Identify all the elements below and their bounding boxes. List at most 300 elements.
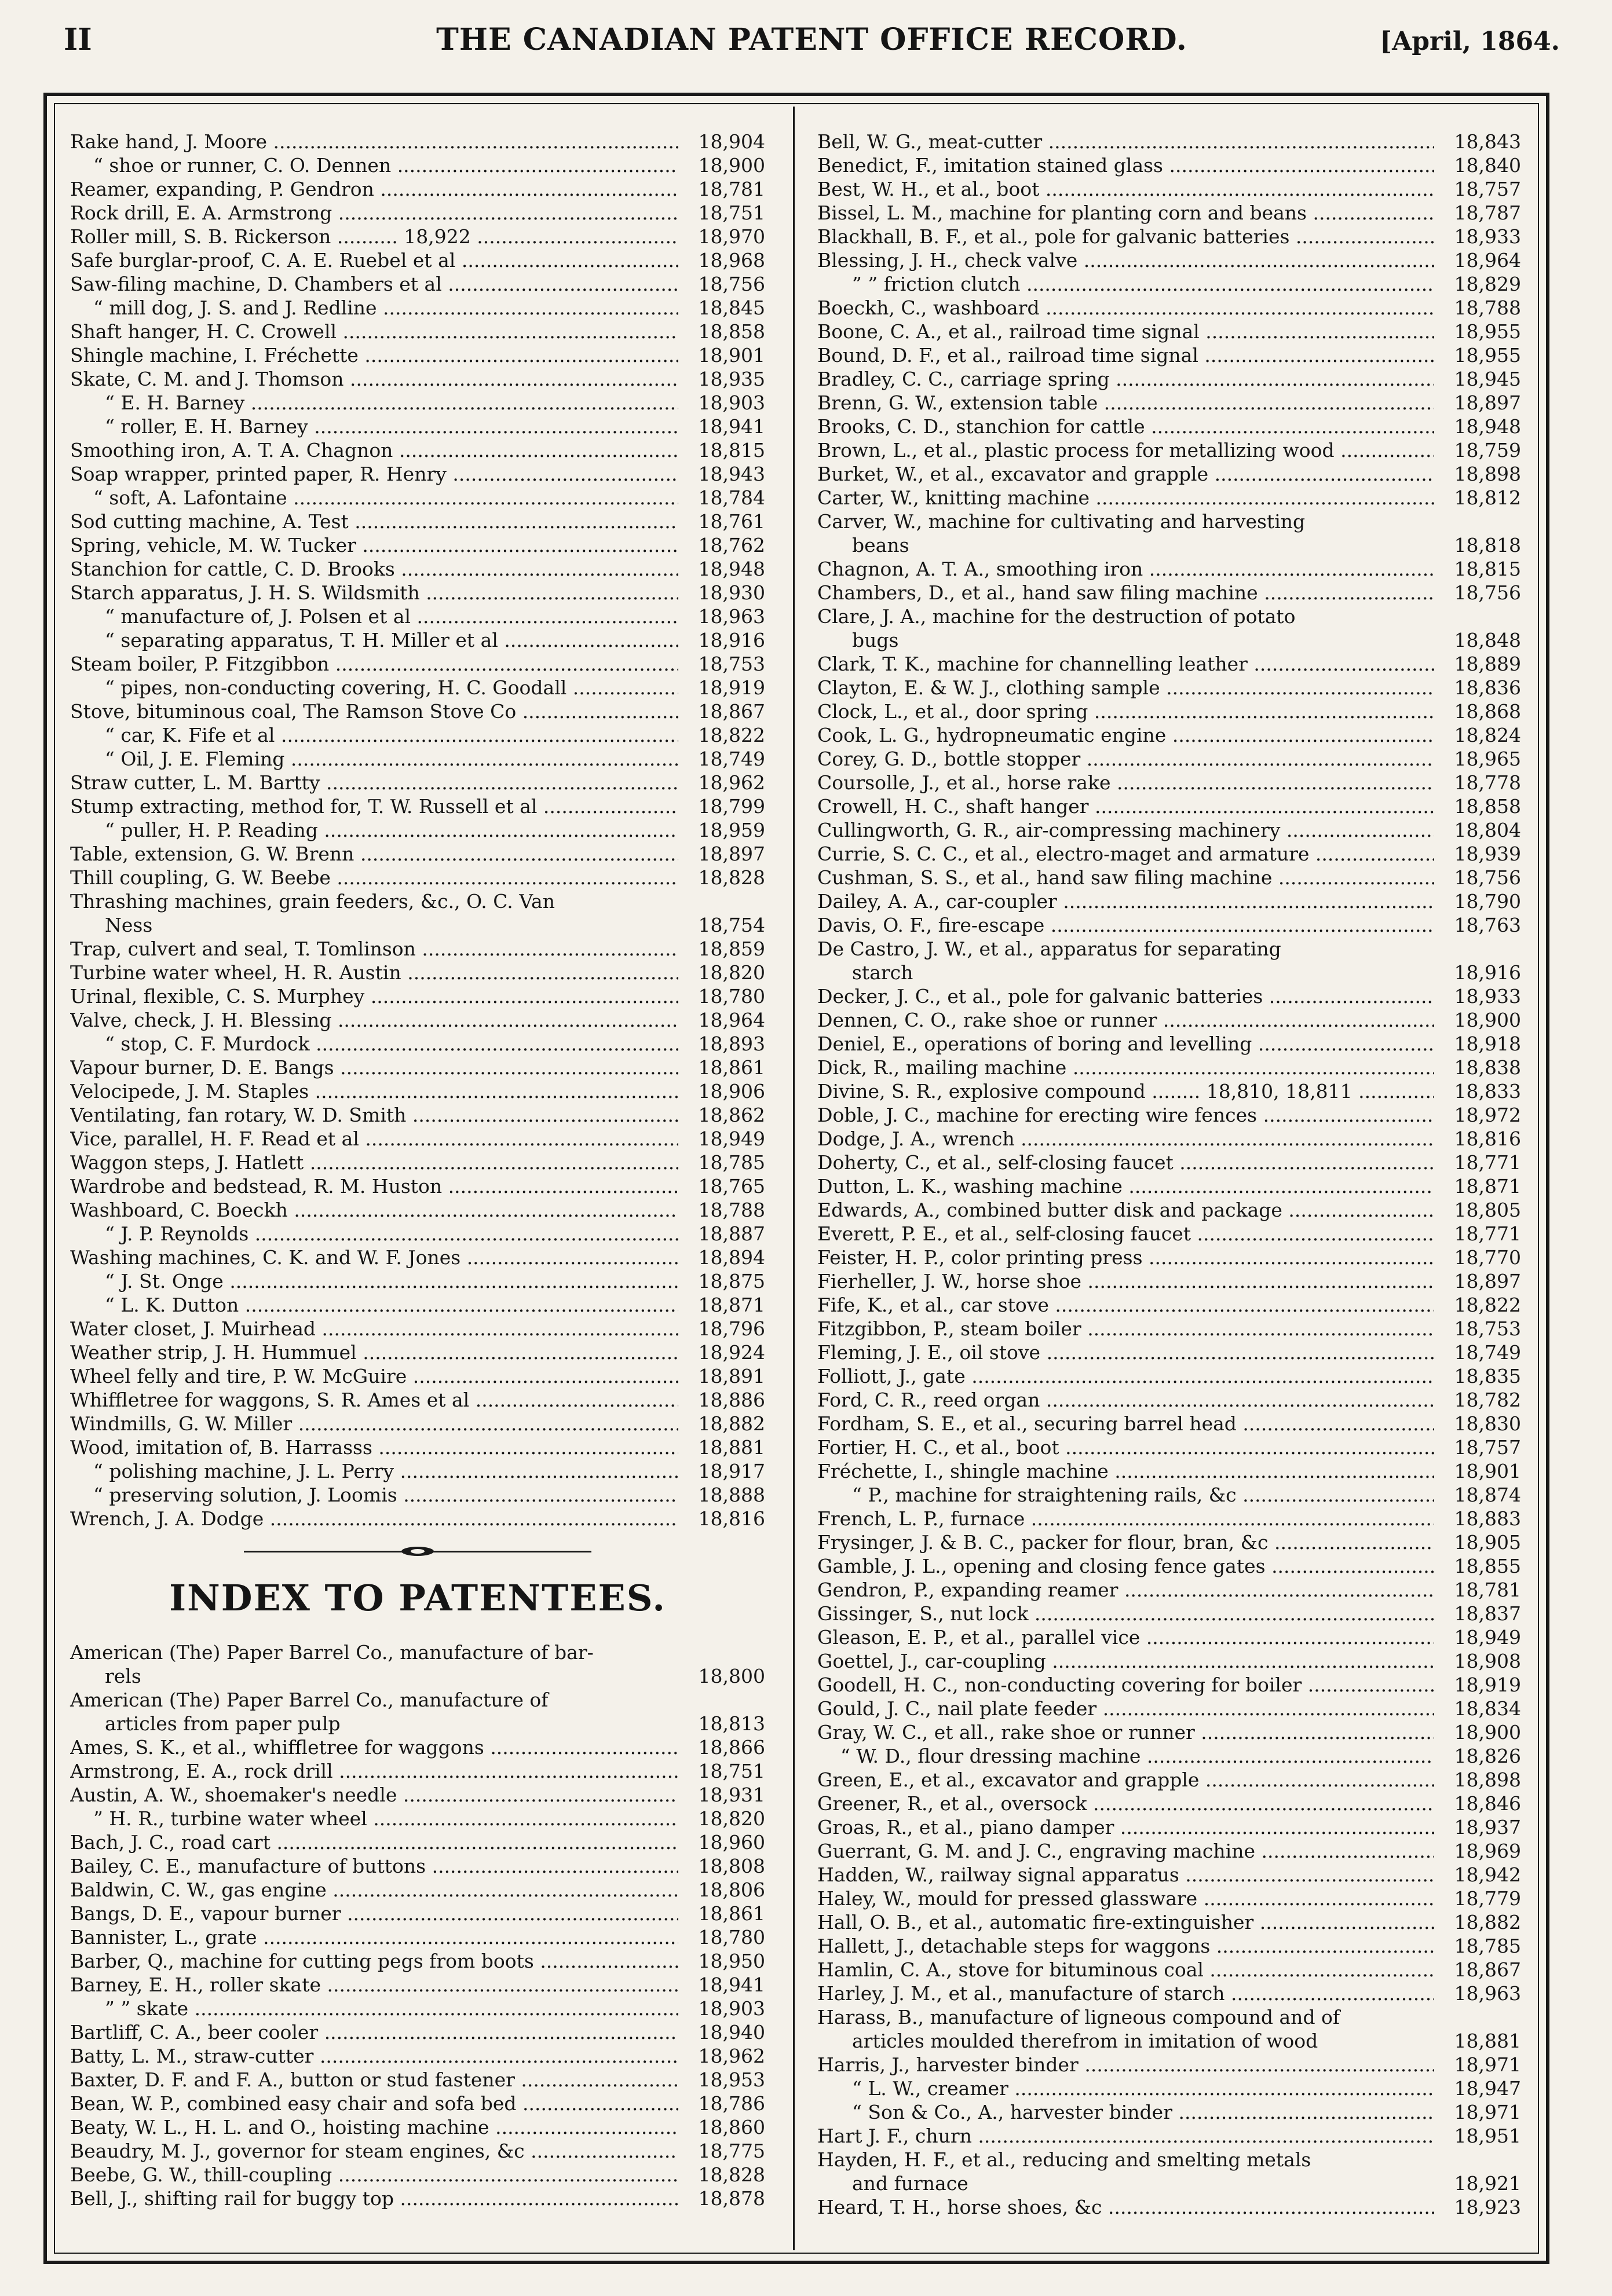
patent-number: 18,862 [678, 1103, 765, 1127]
index-entry [817, 937, 1521, 984]
entry-label: Windmills, G. W. Miller [70, 1412, 293, 1435]
patent-number: 18,935 [678, 367, 765, 391]
index-entry [817, 1578, 1521, 1602]
issue-date: [April, 1864. [1380, 27, 1560, 56]
patent-number: 18,781 [1434, 1578, 1521, 1602]
entry-label: Bell, J., shifting rail for buggy top [70, 2187, 394, 2210]
patent-number: 18,845 [678, 296, 765, 320]
entry-label: Weather strip, J. H. Hummuel [70, 1341, 357, 1364]
entry-label: Cook, L. G., hydropneumatic engine [817, 724, 1167, 746]
patent-number: 18,813 [678, 1712, 765, 1735]
index-entry [70, 438, 765, 462]
entry-label: Clark, T. K., machine for channelling leather [817, 653, 1248, 675]
index-entry [817, 367, 1521, 391]
entry-text [817, 1625, 1434, 1649]
entry-text [817, 2148, 1434, 2195]
patent-number: 18,919 [1434, 1673, 1521, 1697]
entry-text [817, 557, 1434, 581]
entry-label: Frysinger, J. & B. C., packer for flour, bran, &c [817, 1531, 1269, 1554]
entry-text [817, 937, 1434, 984]
entry-label: Batty, L. M., straw-cutter [70, 2045, 314, 2067]
entry-text [70, 1973, 678, 1997]
index-entry [70, 1949, 765, 1973]
patentee-index-list-right [817, 130, 1521, 2219]
entry-label: Trap, culvert and seal, T. Tomlinson [70, 938, 416, 960]
patent-number: 18,820 [678, 1807, 765, 1830]
index-entry [817, 842, 1521, 866]
entry-label: Heard, T. H., horse shoes, &c [817, 2196, 1102, 2218]
entry-text [817, 1103, 1434, 1127]
index-entry [817, 1768, 1521, 1792]
patent-number: 18,826 [1434, 1744, 1521, 1768]
patent-number: 18,878 [678, 2187, 765, 2210]
patent-number: 18,784 [678, 486, 765, 510]
entry-label: Starch apparatus, J. H. S. Wildsmith [70, 581, 420, 604]
patent-number: 18,756 [1434, 866, 1521, 889]
index-entry [70, 605, 765, 628]
entry-text [70, 438, 678, 462]
patent-number: 18,765 [678, 1174, 765, 1198]
entry-label: Fife, K., et al., car stove [817, 1294, 1049, 1316]
patent-number: 18,897 [1434, 391, 1521, 415]
patent-number: 18,757 [1434, 177, 1521, 201]
entry-text [70, 1925, 678, 1949]
page-header [46, 22, 1577, 74]
patent-number: 18,771 [1434, 1151, 1521, 1174]
entry-text [817, 1341, 1434, 1364]
entry-label: Austin, A. W., shoemaker's needle [70, 1784, 397, 1806]
index-entry [70, 1341, 765, 1364]
patent-number: 18,923 [1434, 2195, 1521, 2219]
entry-text [70, 2044, 678, 2068]
patent-number: 18,771 [1434, 1222, 1521, 1246]
entry-label: “ W. D., flour dressing machine [840, 1745, 1141, 1767]
entry-text [70, 153, 678, 177]
entry-label: Bradley, C. C., carriage spring [817, 368, 1110, 390]
entry-label: De Castro, J. W., et al., apparatus for separating [817, 938, 1281, 960]
index-entry [70, 1688, 765, 1735]
patent-number: 18,779 [1434, 1887, 1521, 1910]
index-entry [70, 296, 765, 320]
entry-text [817, 747, 1434, 771]
patent-number: 18,749 [678, 747, 765, 771]
patent-number: 18,955 [1434, 343, 1521, 367]
entry-text [70, 130, 678, 153]
patent-number: 18,848 [1434, 628, 1521, 652]
patent-number: 18,894 [678, 1246, 765, 1269]
patent-number: 18,780 [678, 1925, 765, 1949]
patent-number: 18,903 [678, 391, 765, 415]
index-entry [70, 415, 765, 438]
index-entry [70, 1269, 765, 1293]
entry-text [70, 462, 678, 486]
index-entry [70, 1151, 765, 1174]
entry-text [70, 984, 678, 1008]
entry-label: Edwards, A., combined butter disk and package [817, 1199, 1282, 1221]
entry-text [817, 438, 1434, 462]
entry-label: Groas, R., et al., piano damper [817, 1816, 1114, 1839]
patent-number: 18,969 [1434, 1839, 1521, 1863]
entry-label: Bannister, L., grate [70, 1926, 257, 1949]
patent-number: 18,871 [678, 1293, 765, 1317]
entry-label: Gray, W. C., et all., rake shoe or runner [817, 1721, 1195, 1744]
patent-number: 18,901 [1434, 1459, 1521, 1483]
entry-label: Straw cutter, L. M. Bartty [70, 771, 320, 794]
entry-label: Haley, W., mould for pressed glassware [817, 1887, 1198, 1910]
index-entry [817, 913, 1521, 937]
entry-label: Boone, C. A., et al., railroad time signal [817, 320, 1200, 343]
index-entry [817, 1103, 1521, 1127]
entry-text [70, 510, 678, 533]
patent-number: 18,919 [678, 676, 765, 700]
patent-number: 18,881 [678, 1436, 765, 1459]
index-entry [817, 177, 1521, 201]
patent-number: 18,942 [1434, 1863, 1521, 1887]
entry-label: Feister, H. P., color printing press [817, 1246, 1143, 1269]
entry-label: “ polishing machine, J. L. Perry [93, 1460, 394, 1482]
patent-number: 18,933 [1434, 984, 1521, 1008]
patent-number: 18,800 [678, 1664, 765, 1688]
patent-number: 18,790 [1434, 889, 1521, 913]
patent-number: 18,770 [1434, 1246, 1521, 1269]
patent-number: 18,763 [1434, 913, 1521, 937]
entry-label: Thrashing machines, grain feeders, &c., O. C. Van [70, 890, 555, 913]
index-entry [817, 700, 1521, 723]
entry-label: Doble, J. C., machine for erecting wire fences [817, 1104, 1258, 1126]
entry-text [70, 866, 678, 889]
entry-label: “ pipes, non-conducting covering, H. C. Goodall [105, 676, 567, 699]
index-entry [817, 889, 1521, 913]
patent-number: 18,941 [678, 415, 765, 438]
entry-label: “ Son & Co., A., harvester binder [852, 2101, 1172, 2123]
entry-label: Brown, L., et al., plastic process for metallizing wood [817, 439, 1335, 462]
entry-text [70, 1269, 678, 1293]
index-entry [70, 961, 765, 984]
page-frame [43, 93, 1549, 2264]
patent-number: 18,815 [1434, 557, 1521, 581]
index-entry [70, 391, 765, 415]
index-entry [70, 1830, 765, 1854]
entry-label: “ car, K. Fife et al [105, 724, 275, 746]
patent-number: 18,971 [1434, 2100, 1521, 2124]
patent-number: 18,759 [1434, 438, 1521, 462]
patent-number: 18,962 [678, 771, 765, 794]
entry-label: Greener, R., et al., oversock [817, 1792, 1087, 1815]
entry-label: Fitzgibbon, P., steam boiler [817, 1317, 1081, 1340]
entry-label: Water closet, J. Muirhead [70, 1317, 316, 1340]
index-entry [817, 153, 1521, 177]
index-entry [817, 1459, 1521, 1483]
entry-text [70, 1127, 678, 1151]
entry-continuation: and furnace [852, 2172, 968, 2195]
entry-label: Urinal, flexible, C. S. Murphey [70, 985, 365, 1008]
index-entry [70, 1174, 765, 1198]
index-entry [817, 343, 1521, 367]
entry-text [817, 320, 1434, 343]
entry-label: “ J. St. Onge [105, 1270, 224, 1292]
entry-label: Armstrong, E. A., rock drill [70, 1760, 333, 1782]
index-entry [817, 771, 1521, 794]
index-entry [817, 225, 1521, 248]
patent-number: 18,953 [678, 2068, 765, 2092]
entry-text [817, 1127, 1434, 1151]
entry-text [817, 818, 1434, 842]
entry-label: “ soft, A. Lafontaine [93, 486, 287, 509]
patent-number: 18,930 [678, 581, 765, 605]
patent-number: 18,824 [1434, 723, 1521, 747]
entry-label: Shaft hanger, H. C. Crowell [70, 320, 337, 343]
index-entry [817, 1934, 1521, 1958]
entry-text [817, 1839, 1434, 1863]
index-entry [70, 153, 765, 177]
entry-label: Deniel, E., operations of boring and levelling [817, 1032, 1252, 1055]
entry-text [817, 1222, 1434, 1246]
patent-number: 18,959 [678, 818, 765, 842]
patent-number: 18,812 [1434, 486, 1521, 510]
section-ornament [244, 1546, 591, 1557]
index-entry [817, 1364, 1521, 1388]
entry-continuation: starch [852, 961, 913, 984]
entry-label: Bean, W. P., combined easy chair and sofa bed [70, 2092, 517, 2115]
entry-label: Steam boiler, P. Fitzgibbon [70, 653, 330, 675]
index-entry [817, 1958, 1521, 1982]
index-entry [817, 1127, 1521, 1151]
entry-text [70, 296, 678, 320]
index-entry [817, 1554, 1521, 1578]
patent-number: 18,962 [678, 2044, 765, 2068]
index-entry [70, 937, 765, 961]
patent-number: 18,875 [678, 1269, 765, 1293]
entry-text [817, 866, 1434, 889]
entry-text [817, 1151, 1434, 1174]
entry-label: Wrench, J. A. Dodge [70, 1507, 264, 1530]
index-entry [70, 367, 765, 391]
patent-number: 18,751 [678, 201, 765, 225]
entry-text [70, 1174, 678, 1198]
patent-number: 18,881 [1434, 2029, 1521, 2053]
index-entry [70, 1317, 765, 1341]
entry-text [70, 700, 678, 723]
index-entry [817, 1910, 1521, 1934]
entry-label: Gendron, P., expanding reamer [817, 1579, 1118, 1601]
entry-text [817, 1768, 1434, 1792]
entry-continuation: articles moulded therefrom in imitation of wood [852, 2030, 1318, 2052]
entry-text [70, 1008, 678, 1032]
patent-number: 18,964 [678, 1008, 765, 1032]
patent-number: 18,775 [678, 2139, 765, 2163]
index-entry [70, 1759, 765, 1783]
entry-continuation: bugs [852, 629, 899, 651]
entry-label: Whiffletree for waggons, S. R. Ames et al [70, 1389, 470, 1411]
patent-number: 18,829 [1434, 272, 1521, 296]
entry-label: Wood, imitation of, B. Harrasss [70, 1436, 372, 1459]
index-entry [817, 1317, 1521, 1341]
index-entry [817, 1815, 1521, 1839]
index-entry [817, 1697, 1521, 1720]
patent-number: 18,788 [1434, 296, 1521, 320]
patent-number: 18,931 [678, 1783, 765, 1807]
patentee-index-list-left [70, 1640, 765, 2210]
entry-text [70, 842, 678, 866]
entry-label: Gleason, E. P., et al., parallel vice [817, 1626, 1141, 1649]
entry-label: Rock drill, E. A. Armstrong [70, 202, 332, 224]
index-entry [817, 201, 1521, 225]
entry-text [817, 1507, 1434, 1530]
index-entry [817, 676, 1521, 700]
entry-text [817, 1649, 1434, 1673]
patent-number: 18,808 [678, 1854, 765, 1878]
index-entry [70, 1079, 765, 1103]
patent-number: 18,891 [678, 1364, 765, 1388]
entry-text [70, 272, 678, 296]
entry-text [817, 1079, 1434, 1103]
index-entry [70, 1878, 765, 1902]
index-entry [817, 1792, 1521, 1815]
entry-label: Stump extracting, method for, T. W. Russell et al [70, 795, 538, 818]
entry-text [817, 1483, 1434, 1507]
entry-label: Sod cutting machine, A. Test [70, 510, 349, 533]
index-entry [817, 818, 1521, 842]
entry-text [70, 961, 678, 984]
entry-text [817, 1293, 1434, 1317]
entry-label: Chagnon, A. T. A., smoothing iron [817, 558, 1143, 580]
patent-number: 18,785 [678, 1151, 765, 1174]
index-entry [70, 1735, 765, 1759]
entry-text [817, 248, 1434, 272]
entry-text [70, 1997, 678, 2020]
index-entry [817, 486, 1521, 510]
index-entry [70, 1807, 765, 1830]
left-column [70, 130, 765, 2210]
entry-continuation: Ness [105, 914, 153, 936]
entry-text [817, 1174, 1434, 1198]
index-entry [817, 438, 1521, 462]
entry-label: Baldwin, C. W., gas engine [70, 1878, 327, 1901]
entry-text [817, 1198, 1434, 1222]
index-entry [817, 1056, 1521, 1079]
patent-number: 18,788 [678, 1198, 765, 1222]
entry-text [817, 1269, 1434, 1293]
patent-number: 18,754 [678, 913, 765, 937]
index-entry [70, 272, 765, 296]
entry-text [70, 486, 678, 510]
patent-number: 18,749 [1434, 1341, 1521, 1364]
entry-label: “ manufacture of, J. Polsen et al [105, 605, 411, 628]
entry-label: Dodge, J. A., wrench [817, 1127, 1015, 1150]
entry-label: Bissel, L. M., machine for planting corn and beans [817, 202, 1307, 224]
entry-label: Ford, C. R., reed organ [817, 1389, 1040, 1411]
entry-text [817, 1863, 1434, 1887]
index-entry [817, 1673, 1521, 1697]
index-entry [817, 1008, 1521, 1032]
patent-number: 18,859 [678, 937, 765, 961]
entry-label: Green, E., et al., excavator and grapple [817, 1768, 1200, 1791]
patent-number: 18,834 [1434, 1697, 1521, 1720]
patent-number: 18,893 [678, 1032, 765, 1056]
entry-label: Wheel felly and tire, P. W. McGuire [70, 1365, 407, 1387]
entry-text [70, 1151, 678, 1174]
entry-text [70, 1388, 678, 1412]
entry-text [817, 486, 1434, 510]
index-entry [70, 533, 765, 557]
entry-text [817, 581, 1434, 605]
entry-text [817, 1602, 1434, 1625]
entry-text [70, 794, 678, 818]
index-entry [817, 2005, 1521, 2053]
patent-number: 18,945 [1434, 367, 1521, 391]
index-entry [817, 866, 1521, 889]
patent-number: 18,861 [678, 1056, 765, 1079]
entry-continuation: beans [852, 534, 909, 556]
index-entry [70, 1293, 765, 1317]
entry-text [817, 1436, 1434, 1459]
patent-number: 18,867 [1434, 1958, 1521, 1982]
patent-number: 18,949 [1434, 1625, 1521, 1649]
patent-number: 18,939 [1434, 842, 1521, 866]
index-entry [817, 2195, 1521, 2219]
patent-number: 18,882 [678, 1412, 765, 1436]
entry-label: “ puller, H. P. Reading [105, 819, 318, 841]
entry-text [70, 2163, 678, 2187]
right-column [817, 130, 1521, 2219]
column-divider [793, 107, 795, 2250]
entry-text [70, 1483, 678, 1507]
entry-text [70, 1902, 678, 1925]
index-entry [70, 2139, 765, 2163]
patent-number: 18,882 [1434, 1910, 1521, 1934]
entry-label: Brooks, C. D., stanchion for cattle [817, 415, 1145, 438]
entry-label: Benedict, F., imitation stained glass [817, 154, 1163, 177]
entry-text [70, 2115, 678, 2139]
entry-label: Folliott, J., gate [817, 1365, 966, 1387]
entry-label: Beebe, G. W., thill-coupling [70, 2163, 332, 2186]
entry-text [70, 2139, 678, 2163]
index-entry [817, 1720, 1521, 1744]
entry-label: Beaudry, M. J., governor for steam engines, &c [70, 2140, 525, 2162]
entry-text [70, 1436, 678, 1459]
patent-number: 18,751 [678, 1759, 765, 1783]
entry-continuation: articles from paper pulp [105, 1712, 341, 1735]
entry-text [817, 605, 1434, 652]
index-entry [817, 581, 1521, 605]
entry-text [817, 462, 1434, 486]
entry-label: Crowell, H. C., shaft hanger [817, 795, 1089, 818]
index-entry [70, 1436, 765, 1459]
index-entry [70, 1640, 765, 1688]
index-entry [70, 510, 765, 533]
entry-label: Everett, P. E., et al., self-closing faucet [817, 1222, 1191, 1245]
entry-label: Stanchion for cattle, C. D. Brooks [70, 558, 395, 580]
entry-label: “ roller, E. H. Barney [105, 415, 308, 438]
patent-number: 18,780 [678, 984, 765, 1008]
entry-label: Harris, J., harvester binder [817, 2053, 1079, 2076]
entry-text [817, 177, 1434, 201]
patent-number: 18,970 [678, 225, 765, 248]
entry-label: Gamble, J. L., opening and closing fence gates [817, 1555, 1266, 1577]
index-entry [70, 842, 765, 866]
index-entry [70, 1103, 765, 1127]
entry-label: Fortier, H. C., et al., boot [817, 1436, 1059, 1459]
entry-label: Guerrant, G. M. and J. C., engraving machine [817, 1840, 1255, 1862]
entry-text [817, 794, 1434, 818]
index-entry [817, 296, 1521, 320]
patent-number: 18,888 [678, 1483, 765, 1507]
patent-number: 18,950 [678, 1949, 765, 1973]
entry-text [70, 605, 678, 628]
entry-label: Baxter, D. F. and F. A., button or stud fastener [70, 2068, 515, 2091]
entry-text [70, 177, 678, 201]
entry-text [70, 771, 678, 794]
